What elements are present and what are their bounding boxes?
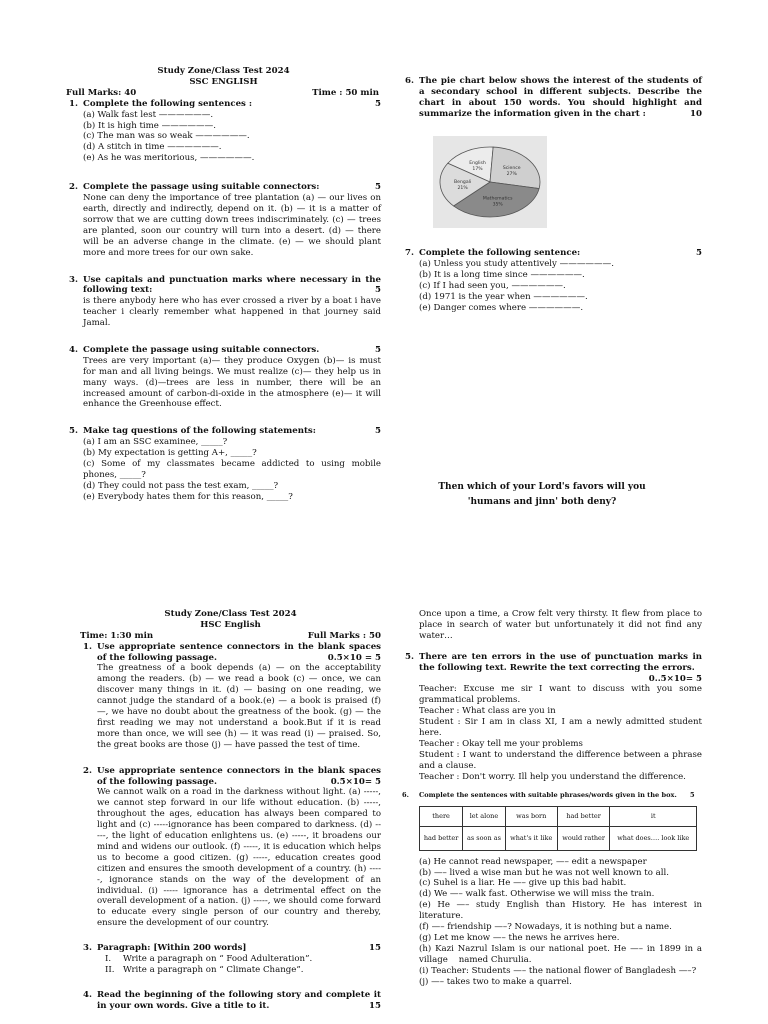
question-number: 4. <box>83 989 92 1000</box>
ssc-question-6 <box>402 76 702 120</box>
pie-label: Bengali <box>454 179 472 185</box>
table-cell: what's it like <box>505 826 557 850</box>
table-cell: what does…. look like <box>610 826 697 850</box>
table-cell: was born <box>505 806 557 826</box>
table-cell: let alone <box>463 806 506 826</box>
question-number: 4. <box>69 344 78 355</box>
pie-value-label: 35% <box>492 202 503 208</box>
question-passage: Trees are very important (a)— they produce Oxygen (b)— is must for man and all living beings. We must realize (c)— they help us in many ways. (d)—trees are less in number, there will be an increased amount of carbon-di-oxide in the atmosphere (e)— it will enhance the Greenhouse effect. <box>83 355 381 410</box>
hsc-subtitle: HSC English <box>200 619 261 630</box>
question-marks: 5 <box>690 790 695 799</box>
question-marks: 5 <box>375 98 381 109</box>
table-cell: had better <box>557 806 610 826</box>
question-marks: 15 <box>369 943 381 954</box>
list-item: (i) Teacher: Students —– the national flower of Bangladesh —–? <box>419 965 697 976</box>
question-number: 3. <box>83 943 92 954</box>
phrase-box <box>419 806 697 851</box>
question-marks: 5 <box>375 285 381 296</box>
list-item: (c) If I had seen you, ——————. <box>419 280 566 291</box>
question-title: There are ten errors in the use of punctuation marks in the following text. Rewrite the text correcting the errors. <box>419 651 702 673</box>
pie-value-label: 17% <box>472 166 483 172</box>
question-title: Complete the passage using suitable connectors: <box>83 182 320 193</box>
ssc-question-4 <box>66 345 381 410</box>
question-marks: 0.5×10 = 5 <box>327 652 381 663</box>
question-number: 3. <box>69 274 78 285</box>
dialogue-line: Student : I want to understand the difference between a phrase and a clause. <box>419 749 702 771</box>
list-item: (a) He cannot read newspaper, —– edit a newspaper <box>419 856 647 867</box>
question-title: Make tag questions of the following statements: <box>83 426 316 437</box>
question-title: Complete the sentences with suitable phrases/words given in the box. <box>419 790 677 799</box>
question-marks: 5 <box>375 426 381 437</box>
item-text: Write a paragraph on “ Food Adulteration”. <box>123 954 313 965</box>
dialogue-line: Teacher : What class are you in <box>419 706 556 717</box>
verse-quote <box>412 480 672 510</box>
ssc-left-column <box>66 66 381 503</box>
item-number: II. <box>105 965 115 975</box>
list-item: (d) A stitch in time ——————. <box>83 142 222 153</box>
pie-label: English <box>469 160 486 166</box>
table-cell: there <box>420 806 463 826</box>
question-marks: 5 <box>375 344 381 355</box>
question-passage: We cannot walk on a road in the darkness without light. (a) -----, we cannot step forward in our life without education. (b) -----, throughout the ages, education has always been compared to light and (c) -----ignorance has been compared to darkness. (d) -----, the light of education enlightens us. (e) -----, it broadens our mind and widens our outlook. (f) -----, it is education which helps us to become a good citizen. (g) -----, education creates good citizen and ensures the smooth development of a country. (h) -----, ignorance stands on the way of the development of an individual. (i) ----- ignorance has a detrimental effect on the overall development of a nation. (j) -----, we should come forward to educate every single person of our country and thereby, ensure the development of our country. <box>97 787 381 929</box>
hsc-title: Study Zone/Class Test 2024 <box>164 609 297 619</box>
question-passage: is there anybody here who has ever crossed a river by a boat i have teacher i clearly remember what happened in that journey said Jamal. <box>83 296 381 329</box>
hsc-marks-row <box>80 631 381 642</box>
list-item: (e) He —– study English than History. He has interest in literature. <box>419 900 702 922</box>
question-marks: 5 <box>696 248 702 258</box>
question-number: 1. <box>83 641 92 652</box>
question-number: 7. <box>405 248 414 258</box>
question-title: Complete the passage using suitable connectors. <box>83 344 320 355</box>
table-cell: as soon as <box>463 826 506 850</box>
pie-label: Mathematics <box>482 196 513 202</box>
ssc-question-1 <box>66 99 381 164</box>
item-number: I. <box>105 954 112 965</box>
question-title: Complete the following sentence: <box>419 248 581 258</box>
table-row <box>420 826 697 850</box>
verse-line: 'humans and jinn' both deny? <box>467 497 617 507</box>
list-item: (j) —– takes two to make a quarrel. <box>419 976 572 987</box>
dialogue-line: Teacher : Don't worry. Ill help you understand the difference. <box>419 771 686 782</box>
question-title: Use capitals and punctuation marks where necessary in the following text: <box>83 274 381 296</box>
ssc-time: Time : 50 min <box>312 87 379 98</box>
question-marks: 15 <box>369 1000 381 1011</box>
hsc-full-marks: Full Marks : 50 <box>307 630 381 641</box>
question-number: 1. <box>69 98 78 109</box>
question-title: Read the beginning of the following story and complete it in your own words. Give a title to it. <box>97 989 381 1011</box>
hsc-right-column <box>402 609 705 987</box>
hsc-left-column <box>80 609 381 1012</box>
question-number: 6. <box>402 790 409 799</box>
list-item: (c) The man was so weak ——————. <box>83 131 250 142</box>
list-item: (b) —– lived a wise man but he was not well known to all. <box>419 867 669 878</box>
pie-value-label: 27% <box>506 172 517 178</box>
list-item: (a) Walk fast lest ——————. <box>83 109 214 120</box>
pie-value-label: 21% <box>457 185 468 191</box>
question-number: 5. <box>69 426 78 437</box>
pie-chart-svg <box>433 136 547 228</box>
list-item: (c) Suhel is a liar. He —– give up this bad habit. <box>419 878 627 889</box>
verse-line: Then which of your Lord's favors will you <box>438 482 646 492</box>
dialogue-line: Teacher : Okay tell me your problems <box>419 738 583 749</box>
table-cell: had better <box>420 826 463 850</box>
list-item: (e) Danger comes where ——————. <box>419 302 584 313</box>
table-cell: would rather <box>557 826 610 850</box>
question-title: Paragraph: [Within 200 words] <box>97 943 247 954</box>
question-passage: The greatness of a book depends (a) — on the acceptability among the readers. (b) — we read a book (c) — once, we can discover many things in it. (d) — basing on one reading, we cannot judge the standard of a book.(e) — a book is praised (f)—, we have no doubt about the greatness of the book. (g) — the first reading we may not understand a book.But if it is read more than once, we will see (h) — it was read (i) — praised. So, the great books are those (j) — have passed the test of time. <box>97 663 381 750</box>
list-item: (a) Unless you study attentively ——————. <box>419 258 614 269</box>
list-item: (b) My expectation is getting A+, _____? <box>83 448 257 459</box>
hsc-question-2 <box>80 766 381 930</box>
hsc-question-5 <box>402 652 702 783</box>
question-number: 6. <box>405 76 414 86</box>
list-item <box>97 954 381 965</box>
list-item: (d) They could not pass the test exam, _____? <box>83 480 279 491</box>
ssc-question-5 <box>66 426 381 502</box>
list-item: (c) Some of my classmates became addicted to using mobile phones, _____? <box>83 459 381 480</box>
question-title: The pie chart below shows the interest of the students of a secondary school in different subjects. Describe the chart in about 150 words. You should highlight and summarize the information given in the chart : <box>419 76 702 119</box>
question-marks: 0..5×10= 5 <box>648 673 702 684</box>
table-row <box>420 806 697 826</box>
table-cell: it <box>610 806 697 826</box>
ssc-question-7 <box>402 248 702 313</box>
list-item <box>97 965 381 976</box>
ssc-title: Study Zone/Class Test 2024 <box>157 66 290 76</box>
question-number: 2. <box>69 182 78 193</box>
hsc-question-1 <box>80 642 381 751</box>
ssc-full-marks: Full Marks: 40 <box>66 87 137 98</box>
question-marks: 0.5×10= 5 <box>330 776 381 787</box>
ssc-question-3 <box>66 275 381 329</box>
hsc-question-6 <box>402 790 705 988</box>
question-title: Use appropriate sentence connectors in the blank spaces of the following passage. <box>97 641 381 663</box>
pie-label: Science <box>502 166 521 172</box>
question-marks: 5 <box>375 182 381 193</box>
list-item: (b) It is a long time since ——————. <box>419 269 585 280</box>
hsc-question-3 <box>80 943 381 976</box>
story-beginning: Once upon a time, a Crow felt very thirsty. It flew from place to place in search of water but unfortunately it did not find any water… <box>419 609 702 641</box>
question-marks: 10 <box>690 108 702 119</box>
list-item: (d) We —– walk fast. Otherwise we will miss the train. <box>419 889 655 900</box>
question-title: Complete the following sentences : <box>83 98 253 109</box>
ssc-question-2 <box>66 182 381 258</box>
list-item: (h) Kazi Nazrul Islam is our national poet. He —– in 1899 in a village named Churulia. <box>419 943 705 965</box>
question-passage: None can deny the importance of tree plantation (a) — our lives on earth, directly and indirectly, depend on it. (b) — it is a matter of sorrow that we are cutting down trees indiscriminately. (c) — trees are planted, soon our country will turn into a desert. (d) — there will be an adverse change in the climate. (e) — we should plant more and more trees for our own sake. <box>83 193 381 258</box>
item-text: Write a paragraph on “ Climate Change”. <box>123 965 304 975</box>
ssc-subtitle: SSC ENGLISH <box>189 76 258 87</box>
ssc-question-7-wrap <box>402 248 702 313</box>
list-item: (d) 1971 is the year when ——————. <box>419 291 588 302</box>
question-number: 5. <box>405 651 414 662</box>
ssc-right-column <box>402 76 702 120</box>
dialogue-line: Student : Sir I am in class XI, I am a newly admitted student here. <box>419 717 702 739</box>
list-item: (f) —– friendship —–? Nowadays, it is nothing but a name. <box>419 922 672 933</box>
dialogue-line: Teacher: Excuse me sir I want to discuss with you some grammatical problems. <box>419 684 702 706</box>
list-item: (e) Everybody hates them for this reason, _____? <box>83 491 293 502</box>
question-number: 2. <box>83 765 92 776</box>
hsc-time: Time: 1:30 min <box>80 630 154 641</box>
hsc-question-4 <box>80 990 381 1012</box>
list-item: (a) I am an SSC examinee, _____? <box>83 437 228 448</box>
list-item: (b) It is high time ——————. <box>83 120 216 131</box>
question-title: Use appropriate sentence connectors in the blank spaces of the following passage. <box>97 765 381 787</box>
list-item: (e) As he was meritorious, ——————. <box>83 153 255 164</box>
pie-chart <box>433 136 547 228</box>
ssc-marks-row <box>66 88 381 99</box>
list-item: (g) Let me know —– the news he arrives here. <box>419 932 620 943</box>
